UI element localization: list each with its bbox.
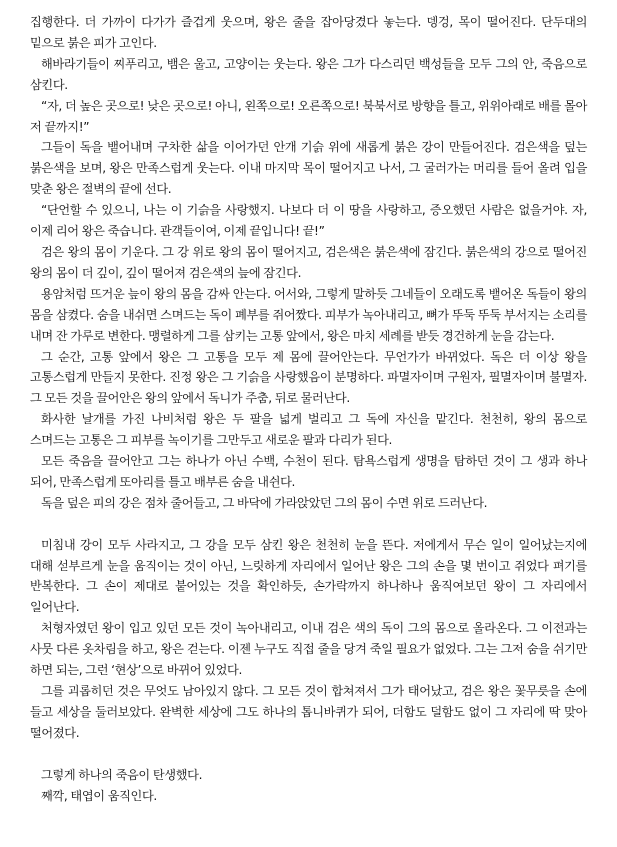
paragraph-12: 미침내 강이 모두 사라지고, 그 강을 모두 삼킨 왕은 천천히 눈을 뜬다. 저에게서 무슨 일이 일어났는지에 대해 섣부르게 눈을 움직이는 것이 아닌, 느릿하게 자리에서 일어난 왕은 그의 손을 몇 번이고 쥐었다 펴기를 반복한다. 그 손이 제대로 붙어있는 것을 확인하듯, 손가락까지 하나하나 움직여보던 왕이 그 자리에서 일어난다.	[30, 537, 587, 615]
blank-line	[30, 744, 587, 765]
paragraph-7: 용암처럼 뜨거운 늪이 왕의 몸을 감싸 안는다. 어서와, 그렇게 말하듯 그네들이 오래도록 뱉어온 독들이 왕의 몸을 삼켰다. 숨을 내쉬면 스며드는 독이 폐부를 쥐어짰다. 피부가 녹아내리고, 뼈가 뚜둑 뚜둑 부서지는 소리를 내며 잔 가루로 변한다. 맹렬하게 그를 삼키는 고통 앞에서, 왕은 마치 세례를 받듯 경건하게 눈을 감는다.	[30, 286, 587, 343]
paragraph-15: 그렇게 하나의 죽음이 탄생했다.	[41, 767, 203, 782]
paragraph-13: 처형자였던 왕이 입고 있던 모든 것이 녹아내리고, 이내 검은 색의 독이 그의 몸으로 올라온다. 그 이전과는 사뭇 다른 옷차림을 하고, 왕은 걷는다. 이젠 누구도 직접 줄을 당겨 죽일 필요가 없었다. 그는 그저 숨을 쉬기만 하면 되는, 그런 ‘현상’으로 바뀌어 있었다.	[30, 621, 587, 678]
paragraph-3: “자, 더 높은 곳으로! 낮은 곳으로! 아니, 왼쪽으로! 오른쪽으로! 북북서로 방향을 틀고, 위위아래로 배를 몰아 저 끝까지!”	[30, 98, 587, 134]
blank-line	[30, 514, 587, 535]
paragraph-1: 집행한다. 더 가까이 다가가 즐겁게 웃으며, 왕은 줄을 잡아당겼다 놓는다. 뎅겅, 목이 떨어진다. 단두대의 밑으로 붉은 피가 고인다.	[30, 15, 587, 50]
paragraph-11: 독을 덮은 피의 강은 점차 줄어들고, 그 바닥에 가라앉았던 그의 몸이 수면 위로 드러난다.	[41, 495, 488, 510]
paragraph-6: 검은 왕의 몸이 기운다. 그 강 위로 왕의 몸이 떨어지고, 검은색은 붉은색에 잠긴다. 붉은색의 강으로 떨어진 왕의 몸이 더 깊이, 깊이 떨어져 검은색의 늪에 잠긴다.	[30, 244, 587, 280]
paragraph-2: 해바라기들이 찌푸리고, 뱀은 울고, 고양이는 웃는다. 왕은 그가 다스리던 백성들을 모두 그의 안, 죽음으로 삼킨다.	[30, 56, 587, 92]
paragraph-9: 화사한 날개를 가진 나비처럼 왕은 두 팔을 넓게 벌리고 그 독에 자신을 맡긴다. 천천히, 왕의 몸으로 스며드는 고통은 그 피부를 녹이기를 그만두고 새로운 팔과 다리가 된다.	[30, 412, 587, 448]
paragraph-10: 모든 죽음을 끌어안고 그는 하나가 아닌 수백, 수천이 된다. 탐욕스럽게 생명을 탐하던 것이 그 생과 하나 되어, 만족스럽게 또아리를 틀고 배부른 숨을 내쉰다.	[30, 454, 587, 489]
paragraph-5: “단언할 수 있으니, 나는 이 기슭을 사랑했지. 나보다 더 이 땅을 사랑하고, 증오했던 사람은 없을거야. 자, 이제 리어 왕은 죽습니다. 관객들이여, 이제 끝입니다! 끝!”	[30, 203, 587, 239]
paragraph-16: 째깍, 태엽이 움직인다.	[41, 788, 157, 803]
paragraph-14: 그를 괴롭히던 것은 무엇도 남아있지 않다. 그 모든 것이 합쳐져서 그가 태어났고, 검은 왕은 꽃무릇을 손에 들고 세상을 둘러보았다. 완벽한 세상에 그도 하나의 톱니바퀴가 되어, 더함도 덜함도 없이 그 자리에 딱 맞아 떨어졌다.	[30, 683, 587, 740]
paragraph-8: 그 순간, 고통 앞에서 왕은 그 고통을 모두 제 몸에 끌어안는다. 무언가가 바뀌었다. 독은 더 이상 왕을 고통스럽게 만들지 못한다. 진정 왕은 그 기슭을 사랑했음이 분명하다. 파멸자이며 구원자, 필멸자이며 불멸자. 그 모든 것을 끌어안은 왕의 앞에서 독니가 주춤, 뒤로 물러난다.	[30, 349, 587, 406]
paragraph-4: 그들이 독을 뱉어내며 구차한 삶을 이어가던 안개 기슭 위에 새롭게 붉은 강이 만들어진다. 검은색을 덮는 붉은색을 보며, 왕은 만족스럽게 웃는다. 이내 마지막 목이 떨어지고 나서, 그 굴러가는 머리를 들어 올려 입을 맞춘 왕은 절벽의 끝에 선다.	[30, 140, 587, 197]
